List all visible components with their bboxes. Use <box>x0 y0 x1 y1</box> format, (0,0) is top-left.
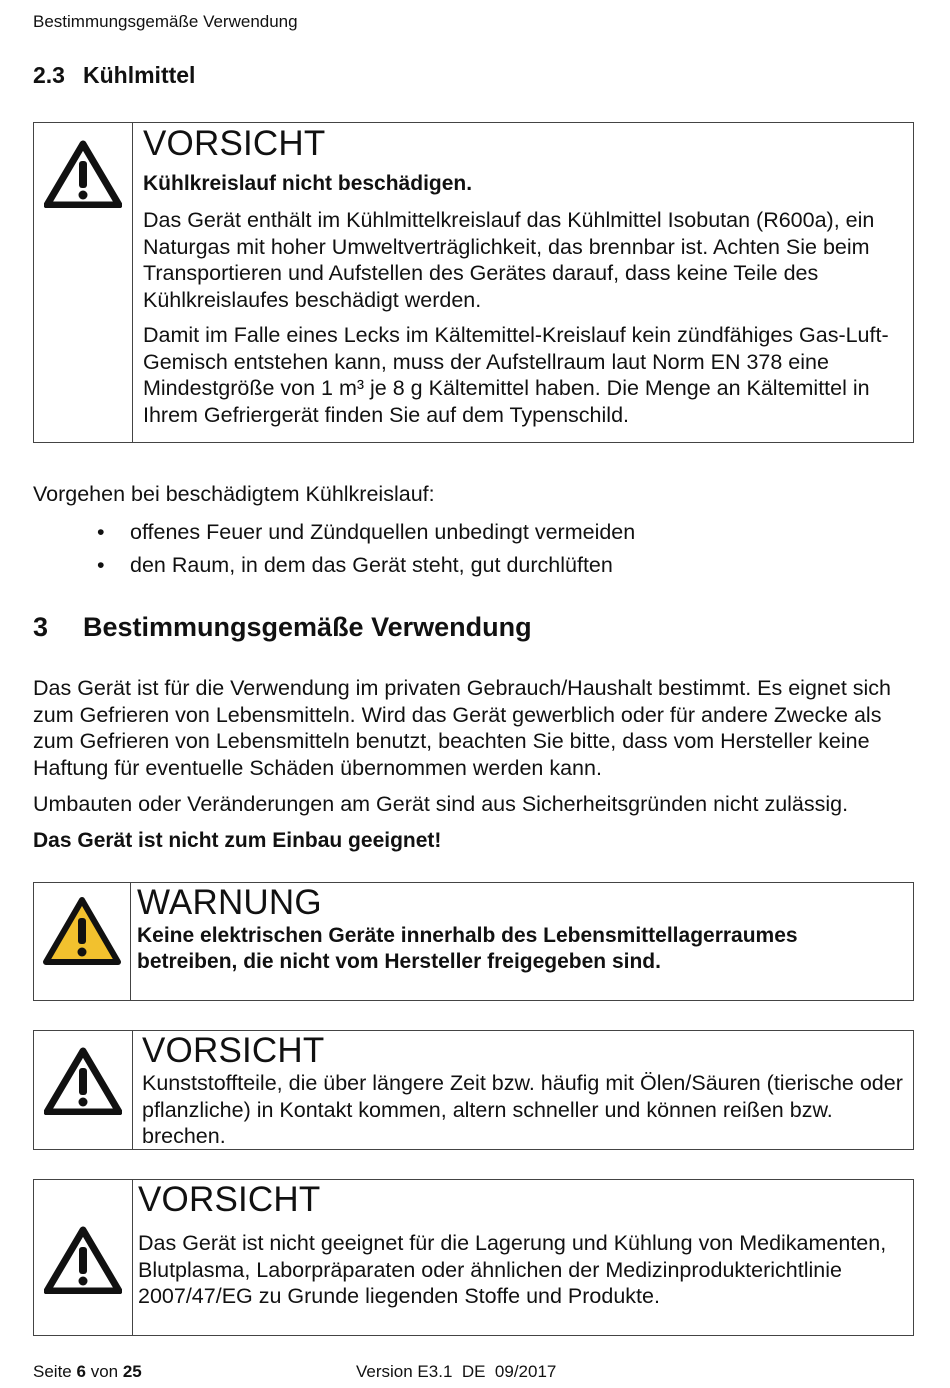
list-item <box>33 519 635 545</box>
warning-box-electrical <box>33 882 914 1001</box>
procedure-list <box>33 519 635 585</box>
warning-text: Keine elektrischen Geräte innerhalb des Lebensmittellagerraumes betreiben, die nicht vom Hersteller freigegeben sind. <box>137 924 798 973</box>
signal-word: VORSICHT <box>143 124 326 163</box>
warning-triangle-icon <box>44 1047 122 1115</box>
list-item-text: offenes Feuer und Zündquellen unbedingt vermeiden <box>130 520 636 544</box>
caution-text: Kunststoffteile, die über längere Zeit bzw. häufig mit Ölen/Säuren (tierische oder pflanzliche) in Kontakt kommen, altern schneller und können reißen bzw. brechen. <box>142 1071 903 1148</box>
caution-text: Das Gerät ist nicht geeignet für die Lagerung und Kühlung von Medikamenten, Blutplasma, Laborpräparaten oder ähnlichen der Medizinprodukterichtlinie 2007/47/EG zu Grunde liegenden Stoffe und Produkte. <box>138 1231 887 1308</box>
warning-triangle-icon <box>44 1226 122 1294</box>
bullet-icon: • <box>97 553 105 577</box>
list-item-text: den Raum, in dem das Gerät steht, gut durchlüften <box>130 553 613 577</box>
page-total: 25 <box>122 1362 142 1381</box>
list-item <box>33 552 635 578</box>
version-info: Version E3.1 DE 09/2017 <box>356 1362 557 1381</box>
caution-content <box>138 1181 903 1310</box>
page-number <box>33 1362 142 1382</box>
section-number: 2.3 <box>33 62 65 88</box>
page-prefix: Seite <box>33 1362 72 1381</box>
yellow-warning-triangle-icon <box>42 896 122 968</box>
caution-content <box>142 1032 903 1150</box>
caution-box-plastics <box>33 1030 914 1150</box>
bullet-icon: • <box>97 520 105 544</box>
procedure-intro: Vorgehen bei beschädigtem Kühlkreislauf: <box>33 482 435 506</box>
signal-word: VORSICHT <box>138 1180 321 1219</box>
section-heading-2-3 <box>33 62 195 89</box>
caution-paragraph: Das Gerät enthält im Kühlmittelkreislauf das Kühlmittel Isobutan (R600a), ein Naturgas mit hoher Umweltverträglichkeit, das brennbar ist. Achten Sie beim Transportieren und Aufstellen des Gerätes darauf, dass keine Teile des Kühlkreislaufes beschädigt werden. <box>143 208 875 312</box>
section-paragraph: Umbauten oder Veränderungen am Gerät sind aus Sicherheitsgründen nicht zulässig. <box>33 792 849 816</box>
warning-content <box>137 884 903 975</box>
signal-word: WARNUNG <box>137 883 322 922</box>
signal-word: VORSICHT <box>142 1031 325 1070</box>
section-paragraph: Das Gerät ist für die Verwendung im privaten Gebrauch/Haushalt bestimmt. Es eignet sich zum Gefrieren von Lebensmitteln. Wird das Gerät gewerblich oder für andere Zwecke als zum Gefrieren von Lebensmitteln benutzt, beachten Sie bitte, dass vom Hersteller keine Haftung für eventuelle Schäden übernommen werden kann. <box>33 676 892 780</box>
caution-box-refrigerant <box>33 122 914 443</box>
caution-paragraph: Damit im Falle eines Lecks im Kältemittel-Kreislauf kein zündfähiges Gas-Luft-Gemisch entstehen kann, muss der Aufstellraum laut Norm EN 378 eine Mindestgröße von 1 m³ je 8 g Kältemittel haben. Die Menge an Kältemittel in Ihrem Gefriergerät finden Sie auf dem Typenschild. <box>143 323 889 427</box>
warning-triangle-icon <box>44 140 122 208</box>
section-heading-3 <box>33 612 532 643</box>
section-number: 3 <box>33 612 49 642</box>
section-title: Bestimmungsgemäße Verwendung <box>83 612 532 642</box>
section-note-bold: Das Gerät ist nicht zum Einbau geeignet! <box>33 829 442 852</box>
page-current: 6 <box>76 1362 86 1381</box>
caution-subtitle: Kühlkreislauf nicht beschädigen. <box>143 172 473 195</box>
page-separator: von <box>90 1362 119 1381</box>
caution-content <box>143 125 903 428</box>
running-header: Bestimmungsgemäße Verwendung <box>33 12 298 31</box>
caution-box-medical <box>33 1179 914 1336</box>
section-title: Kühlmittel <box>83 62 196 88</box>
